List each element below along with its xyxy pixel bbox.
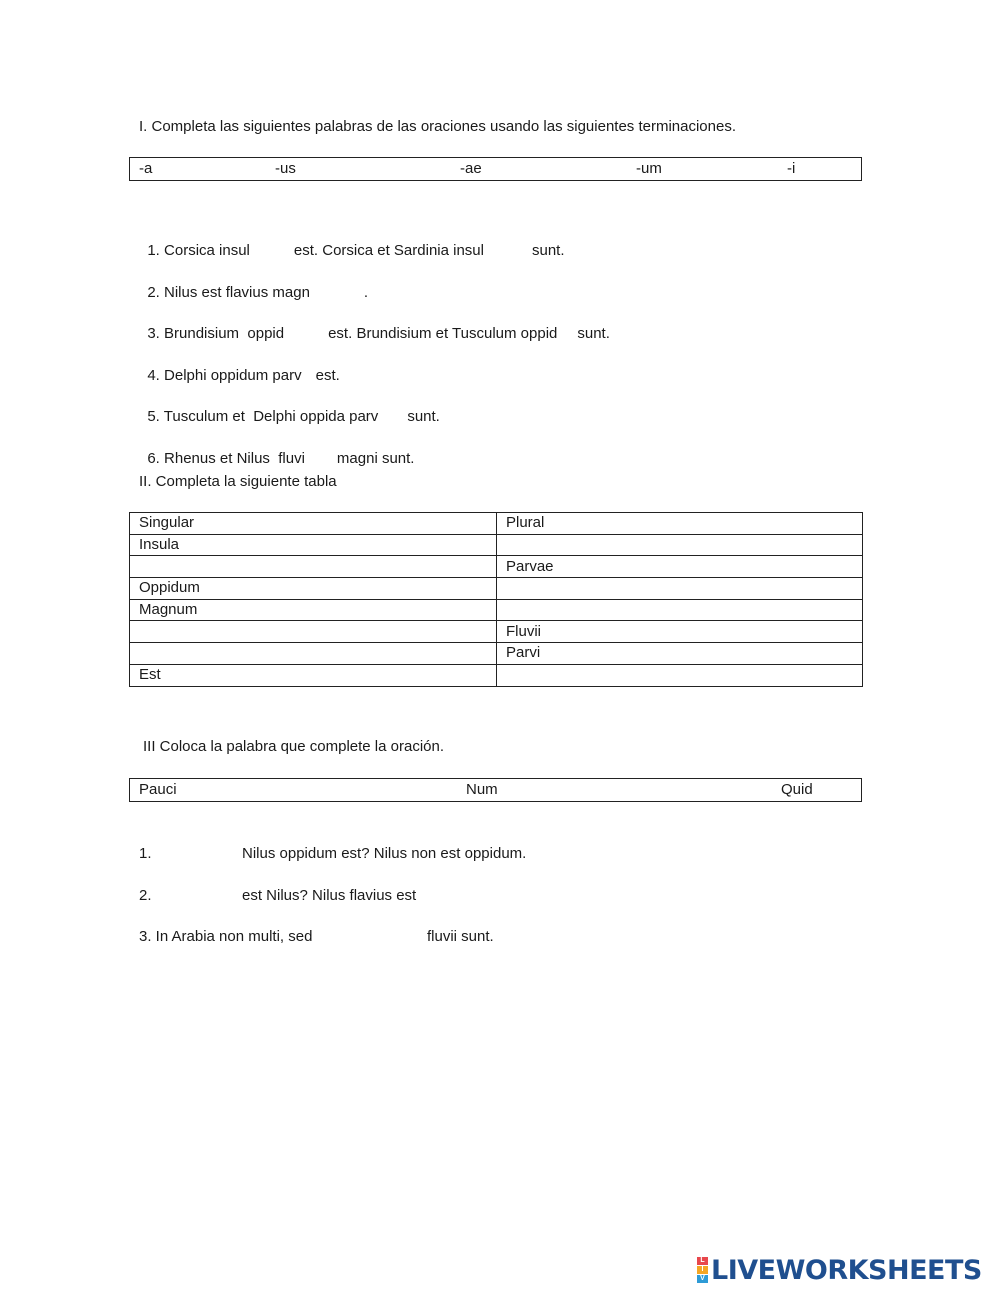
table-header-plural: Plural bbox=[497, 513, 863, 535]
singular-plural-table bbox=[129, 512, 863, 687]
question-2-text: est Nilus? Nilus flavius est bbox=[242, 887, 417, 904]
table-row bbox=[130, 621, 863, 643]
sentence-3-part-1: 3. Brundisium oppid bbox=[147, 325, 285, 342]
table-header-singular: Singular bbox=[130, 513, 497, 535]
sentence-1-part-2: est. Corsica et Sardinia insul bbox=[293, 242, 484, 259]
logo-tiles-icon bbox=[697, 1257, 708, 1283]
sentence-5 bbox=[139, 390, 440, 426]
question-1-number: 1. bbox=[139, 845, 152, 862]
ending-um: -um bbox=[636, 160, 662, 177]
table-cell bbox=[130, 643, 497, 665]
ending-ae: -ae bbox=[460, 160, 482, 177]
question-3-part-1: 3. In Arabia non multi, sed bbox=[139, 928, 313, 945]
table-cell bbox=[497, 599, 863, 621]
table-cell: Parvae bbox=[497, 556, 863, 578]
sentence-3-part-2: est. Brundisium et Tusculum oppid bbox=[328, 325, 558, 342]
table-cell: Fluvii bbox=[497, 621, 863, 643]
table-cell bbox=[497, 664, 863, 686]
table-cell: Parvi bbox=[497, 643, 863, 665]
sentence-4-part-1: 4. Delphi oppidum parv bbox=[147, 367, 302, 384]
word-quid: Quid bbox=[781, 781, 813, 798]
word-num: Num bbox=[466, 781, 498, 798]
table-row bbox=[130, 599, 863, 621]
question-3-part-2: fluvii sunt. bbox=[427, 928, 494, 945]
sentence-1-part-3: sunt. bbox=[531, 242, 565, 259]
section1-heading: I. Completa las siguientes palabras de las oraciones usando las siguientes terminaciones. bbox=[139, 118, 737, 135]
word-bank-box bbox=[129, 778, 862, 802]
word-pauci: Pauci bbox=[139, 781, 177, 798]
liveworksheets-logo bbox=[697, 1255, 982, 1285]
table-cell: Oppidum bbox=[130, 578, 497, 600]
sentence-2-part-1: 2. Nilus est flavius magn bbox=[147, 284, 310, 301]
table-row bbox=[130, 534, 863, 556]
question-2-number: 2. bbox=[139, 887, 152, 904]
table-cell: Insula bbox=[130, 534, 497, 556]
ending-us: -us bbox=[275, 160, 296, 177]
sentence-1-part-1: 1. Corsica insul bbox=[147, 242, 250, 259]
sentence-4-part-2: est. bbox=[315, 367, 340, 384]
sentence-2-part-2: . bbox=[363, 284, 369, 301]
ending-a: -a bbox=[139, 160, 153, 177]
table-row bbox=[130, 664, 863, 686]
logo-tile: I bbox=[697, 1266, 708, 1274]
question-1-text: Nilus oppidum est? Nilus non est oppidum. bbox=[242, 845, 527, 862]
sentence-6-part-2: magni sunt. bbox=[336, 450, 415, 467]
sentence-3-part-3: sunt. bbox=[577, 325, 610, 342]
sentence-1 bbox=[139, 224, 565, 260]
table-cell bbox=[497, 534, 863, 556]
sentence-2 bbox=[139, 266, 368, 302]
table-row bbox=[130, 643, 863, 665]
sentence-6 bbox=[139, 432, 414, 468]
table-cell bbox=[130, 556, 497, 578]
section3-heading: III Coloca la palabra que complete la oración. bbox=[143, 738, 445, 755]
sentence-4 bbox=[139, 349, 340, 385]
table-cell bbox=[497, 578, 863, 600]
sentence-5-part-2: sunt. bbox=[407, 408, 440, 425]
endings-box bbox=[129, 157, 862, 181]
sentence-5-part-1: 5. Tusculum et Delphi oppida parv bbox=[147, 408, 379, 425]
table-cell: Est bbox=[130, 664, 497, 686]
sentence-6-part-1: 6. Rhenus et Nilus fluvi bbox=[147, 450, 305, 467]
logo-tile: L bbox=[697, 1257, 708, 1265]
table-cell: Magnum bbox=[130, 599, 497, 621]
sentence-3 bbox=[139, 307, 610, 343]
table-row bbox=[130, 578, 863, 600]
section2-heading: II. Completa la siguiente tabla bbox=[139, 473, 337, 490]
table-row bbox=[130, 513, 863, 535]
logo-tile: V bbox=[697, 1275, 708, 1283]
logo-text: LIVEWORKSHEETS bbox=[711, 1254, 982, 1286]
table-cell bbox=[130, 621, 497, 643]
ending-i: -i bbox=[787, 160, 796, 177]
table-row bbox=[130, 556, 863, 578]
